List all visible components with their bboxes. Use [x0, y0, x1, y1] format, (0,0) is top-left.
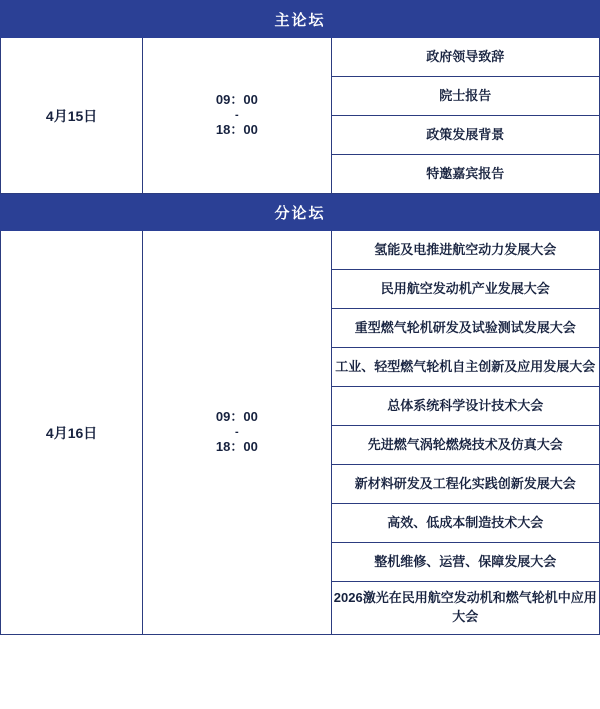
agenda-item: 先进燃气涡轮燃烧技术及仿真大会: [331, 426, 599, 465]
agenda-item: 工业、轻型燃气轮机自主创新及应用发展大会: [331, 348, 599, 387]
agenda-item: 2026激光在民用航空发动机和燃气轮机中应用大会: [331, 582, 599, 635]
time-end: 18：00: [215, 122, 258, 138]
section-header-main-forum: [1, 1, 600, 38]
agenda-item: 氢能及电推进航空动力发展大会: [331, 231, 599, 270]
agenda-item: 民用航空发动机产业发展大会: [331, 270, 599, 309]
agenda-item: 新材料研发及工程化实践创新发展大会: [331, 465, 599, 504]
agenda-item: 政策发展背景: [331, 116, 599, 155]
time-dash: -: [235, 108, 239, 121]
time-cell-sub: [143, 231, 331, 635]
time-dash: -: [235, 425, 239, 438]
agenda-item: 特邀嘉宾报告: [331, 155, 599, 194]
agenda-item: 政府领导致辞: [331, 38, 599, 77]
agenda-item: 总体系统科学设计技术大会: [331, 387, 599, 426]
agenda-item: 高效、低成本制造技术大会: [331, 504, 599, 543]
time-cell-main: [143, 38, 331, 194]
date-cell-sub: 4月16日: [1, 231, 143, 635]
agenda-item: 重型燃气轮机研发及试验测试发展大会: [331, 309, 599, 348]
agenda-item: 院士报告: [331, 77, 599, 116]
section-header-sub-forum: [1, 194, 600, 231]
table-row: [1, 38, 600, 77]
agenda-item: 整机维修、运营、保障发展大会: [331, 543, 599, 582]
date-cell-main: 4月15日: [1, 38, 143, 194]
time-start: 09：00: [215, 92, 258, 108]
table-row: [1, 231, 600, 270]
time-start: 09：00: [215, 409, 258, 425]
section-header-label: 主论坛: [1, 1, 600, 38]
time-end: 18：00: [215, 439, 258, 455]
section-header-label: 分论坛: [1, 194, 600, 231]
